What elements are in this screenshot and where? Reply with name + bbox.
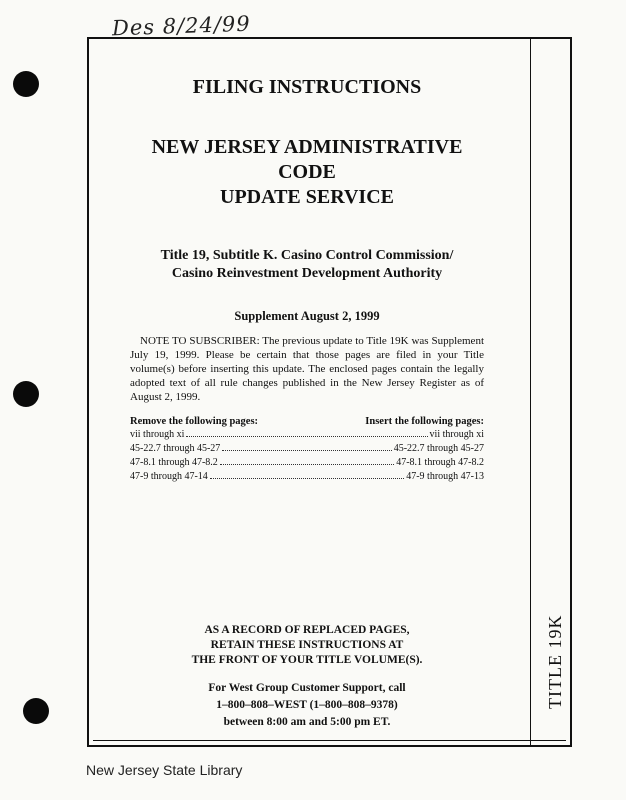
footer-block [130, 623, 484, 731]
punch-hole-middle [13, 381, 39, 407]
subscriber-note: NOTE TO SUBSCRIBER: The previous update to Title 19K was Supplement July 19, 1999. Please be certain that those pages are filed in your Title volume(s) before inserting this update. The enclosed pages contain the legally adopted text of all rule changes published in the New Jersey Register as of August 2, 1999. [130, 335, 484, 403]
remove-pages: 47-8.1 through 47-8.2 [130, 457, 218, 468]
support-line1: For West Group Customer Support, call [208, 682, 406, 694]
dot-leader [186, 436, 427, 437]
retention-line1: AS A RECORD OF REPLACED PAGES, [204, 624, 410, 636]
table-row [130, 442, 484, 456]
main-content [130, 70, 484, 484]
retention-line2: RETAIN THESE INSTRUCTIONS AT [210, 639, 404, 651]
insert-pages: 47-8.1 through 47-8.2 [396, 457, 484, 468]
subtitle-line2: Casino Reinvestment Development Authority [171, 266, 443, 281]
supplement-date: Supplement August 2, 1999 [234, 309, 380, 323]
remove-pages: 47-9 through 47-14 [130, 471, 208, 482]
insert-pages: 45-22.7 through 45-27 [393, 443, 484, 454]
customer-support [130, 680, 484, 731]
bottom-rule [93, 740, 566, 741]
support-hours: between 8:00 am and 5:00 pm ET. [223, 716, 391, 728]
dot-leader [220, 464, 394, 465]
handwritten-note: Des 8/24/99 [111, 11, 252, 41]
page-frame: TITLE 19K [87, 37, 572, 747]
page-title: FILING INSTRUCTIONS [192, 76, 422, 98]
code-title-line1: NEW JERSEY ADMINISTRATIVE CODE [151, 136, 463, 183]
code-title-line2: UPDATE SERVICE [220, 186, 394, 208]
retention-line3: THE FRONT OF YOUR TITLE VOLUME(S). [191, 654, 423, 666]
table-row [130, 470, 484, 484]
table-row [130, 456, 484, 470]
punch-hole-bottom [23, 698, 49, 724]
insert-header: Insert the following pages: [365, 416, 484, 427]
subtitle-line1: Title 19, Subtitle K. Casino Control Commission/ [160, 248, 454, 263]
support-phone: 1–800–808–WEST (1–800–808–9378) [216, 699, 398, 711]
library-stamp: New Jersey State Library [86, 762, 243, 778]
side-divider [530, 39, 531, 745]
punch-hole-top [13, 71, 39, 97]
dot-leader [222, 450, 391, 451]
remove-header: Remove the following pages: [130, 416, 259, 427]
retention-notice [130, 623, 484, 668]
subtitle [130, 247, 484, 283]
dot-leader [210, 478, 404, 479]
remove-pages: vii through xi [130, 429, 185, 440]
insert-pages: 47-9 through 47-13 [406, 471, 484, 482]
insert-pages: vii through xi [429, 429, 484, 440]
remove-pages: 45-22.7 through 45-27 [130, 443, 221, 454]
page-replacement-table [130, 416, 484, 484]
table-row [130, 428, 484, 442]
table-header [130, 416, 484, 427]
code-title [130, 135, 484, 210]
